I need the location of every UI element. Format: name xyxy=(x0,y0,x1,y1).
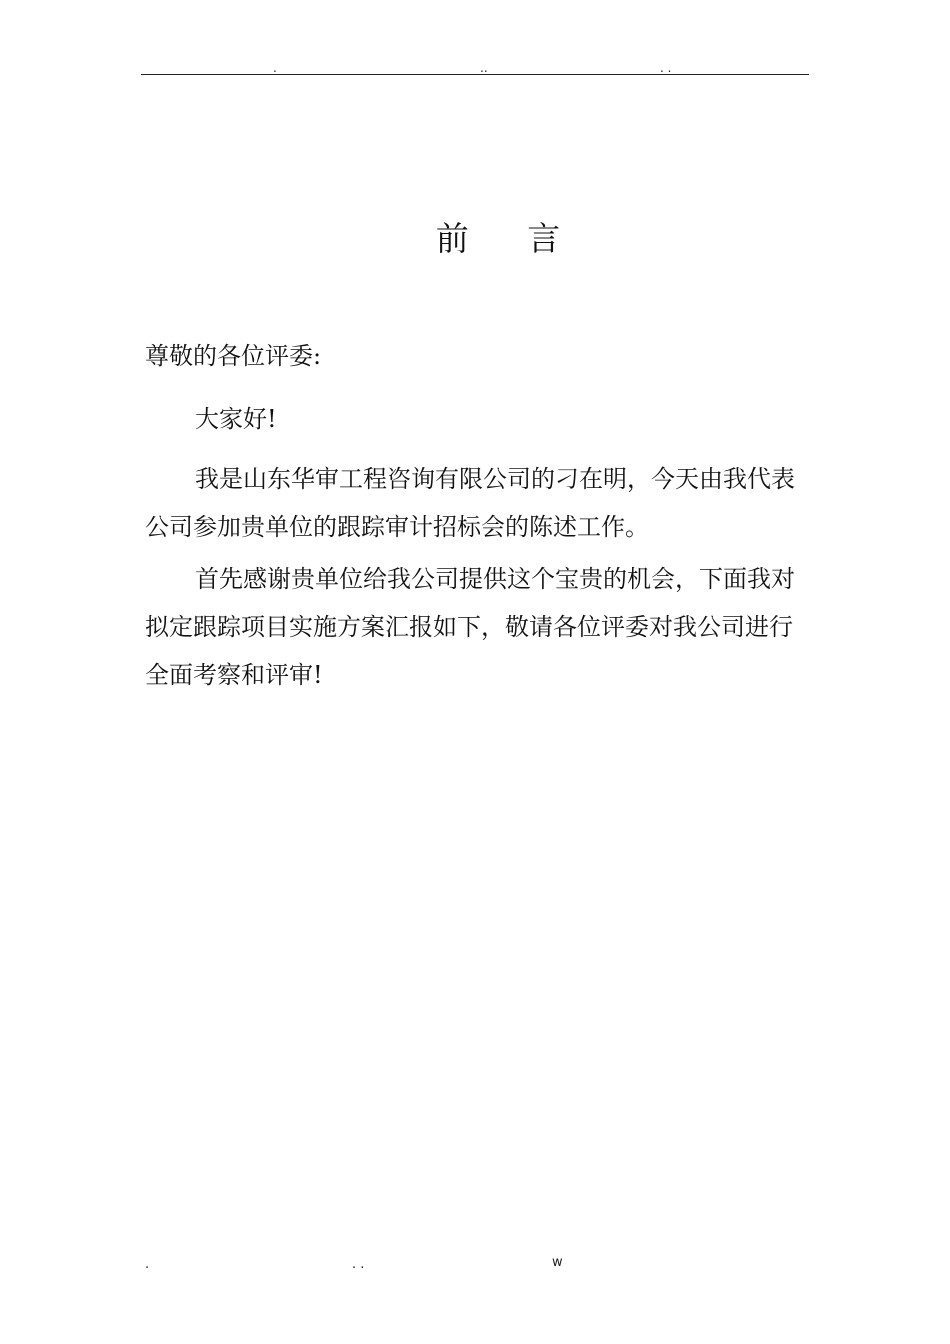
header-mark-center: .. xyxy=(480,61,488,75)
body-paragraph-intro: 我是山东华审工程咨询有限公司的刁在明，今天由我代表公司参加贵单位的跟踪审计招标会的陈述工作。 xyxy=(145,465,795,541)
page-title: 前 言 xyxy=(435,219,585,258)
body-paragraph-thanks: 首先感谢贵单位给我公司提供这个宝贵的机会，下面我对拟定跟踪项目实施方案汇报如下，敬请各位评委对我公司进行全面考察和评审! xyxy=(145,565,795,689)
header-mark-left: . xyxy=(273,61,277,75)
header-mark-right: . . xyxy=(660,61,672,75)
footer-mark-center: . . xyxy=(352,1257,365,1272)
footer-mark-right: w xyxy=(552,1255,563,1270)
salutation: 尊敬的各位评委: xyxy=(145,342,322,370)
footer-mark-left: . xyxy=(145,1257,150,1272)
greeting: 大家好! xyxy=(195,405,277,433)
header-rule xyxy=(141,74,809,75)
